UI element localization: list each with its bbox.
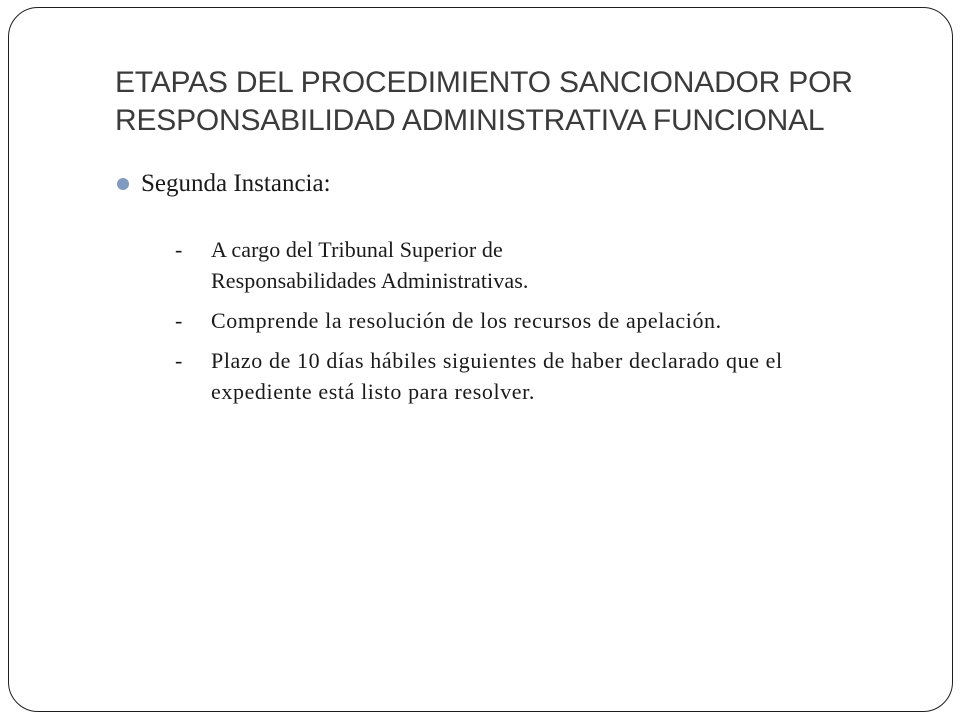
bullet-dot-icon (117, 178, 129, 190)
sub-item-line: Plazo de 10 días hábiles siguientes de haber declarado que el (211, 348, 783, 373)
slide-title-line-1: ETAPAS DEL PROCEDIMIENTO SANCIONADOR POR (115, 66, 853, 99)
slide (8, 7, 953, 712)
sub-item-text (211, 234, 528, 296)
slide-title (115, 64, 915, 140)
sub-item (169, 234, 909, 296)
dash-marker: - (175, 308, 183, 333)
sub-item-text (211, 345, 783, 407)
sub-item-line: A cargo del Tribunal Superior de (211, 237, 503, 262)
sub-item-text (211, 305, 722, 336)
sub-item-line: Responsabilidades Administrativas. (211, 268, 529, 293)
dash-marker: - (175, 237, 183, 262)
slide-title-line-2: RESPONSABILIDAD ADMINISTRATIVA FUNCIONAL (115, 104, 825, 137)
sub-item-line: Comprende la resolución de los recursos de apelación. (211, 308, 722, 333)
sub-list (169, 234, 909, 416)
dash-marker: - (175, 348, 183, 373)
bullet-item (115, 166, 915, 202)
sub-item (169, 305, 909, 336)
sub-item-line: expediente está listo para resolver. (211, 379, 535, 404)
bullet-text: Segunda Instancia: (141, 170, 331, 197)
sub-item (169, 345, 909, 407)
